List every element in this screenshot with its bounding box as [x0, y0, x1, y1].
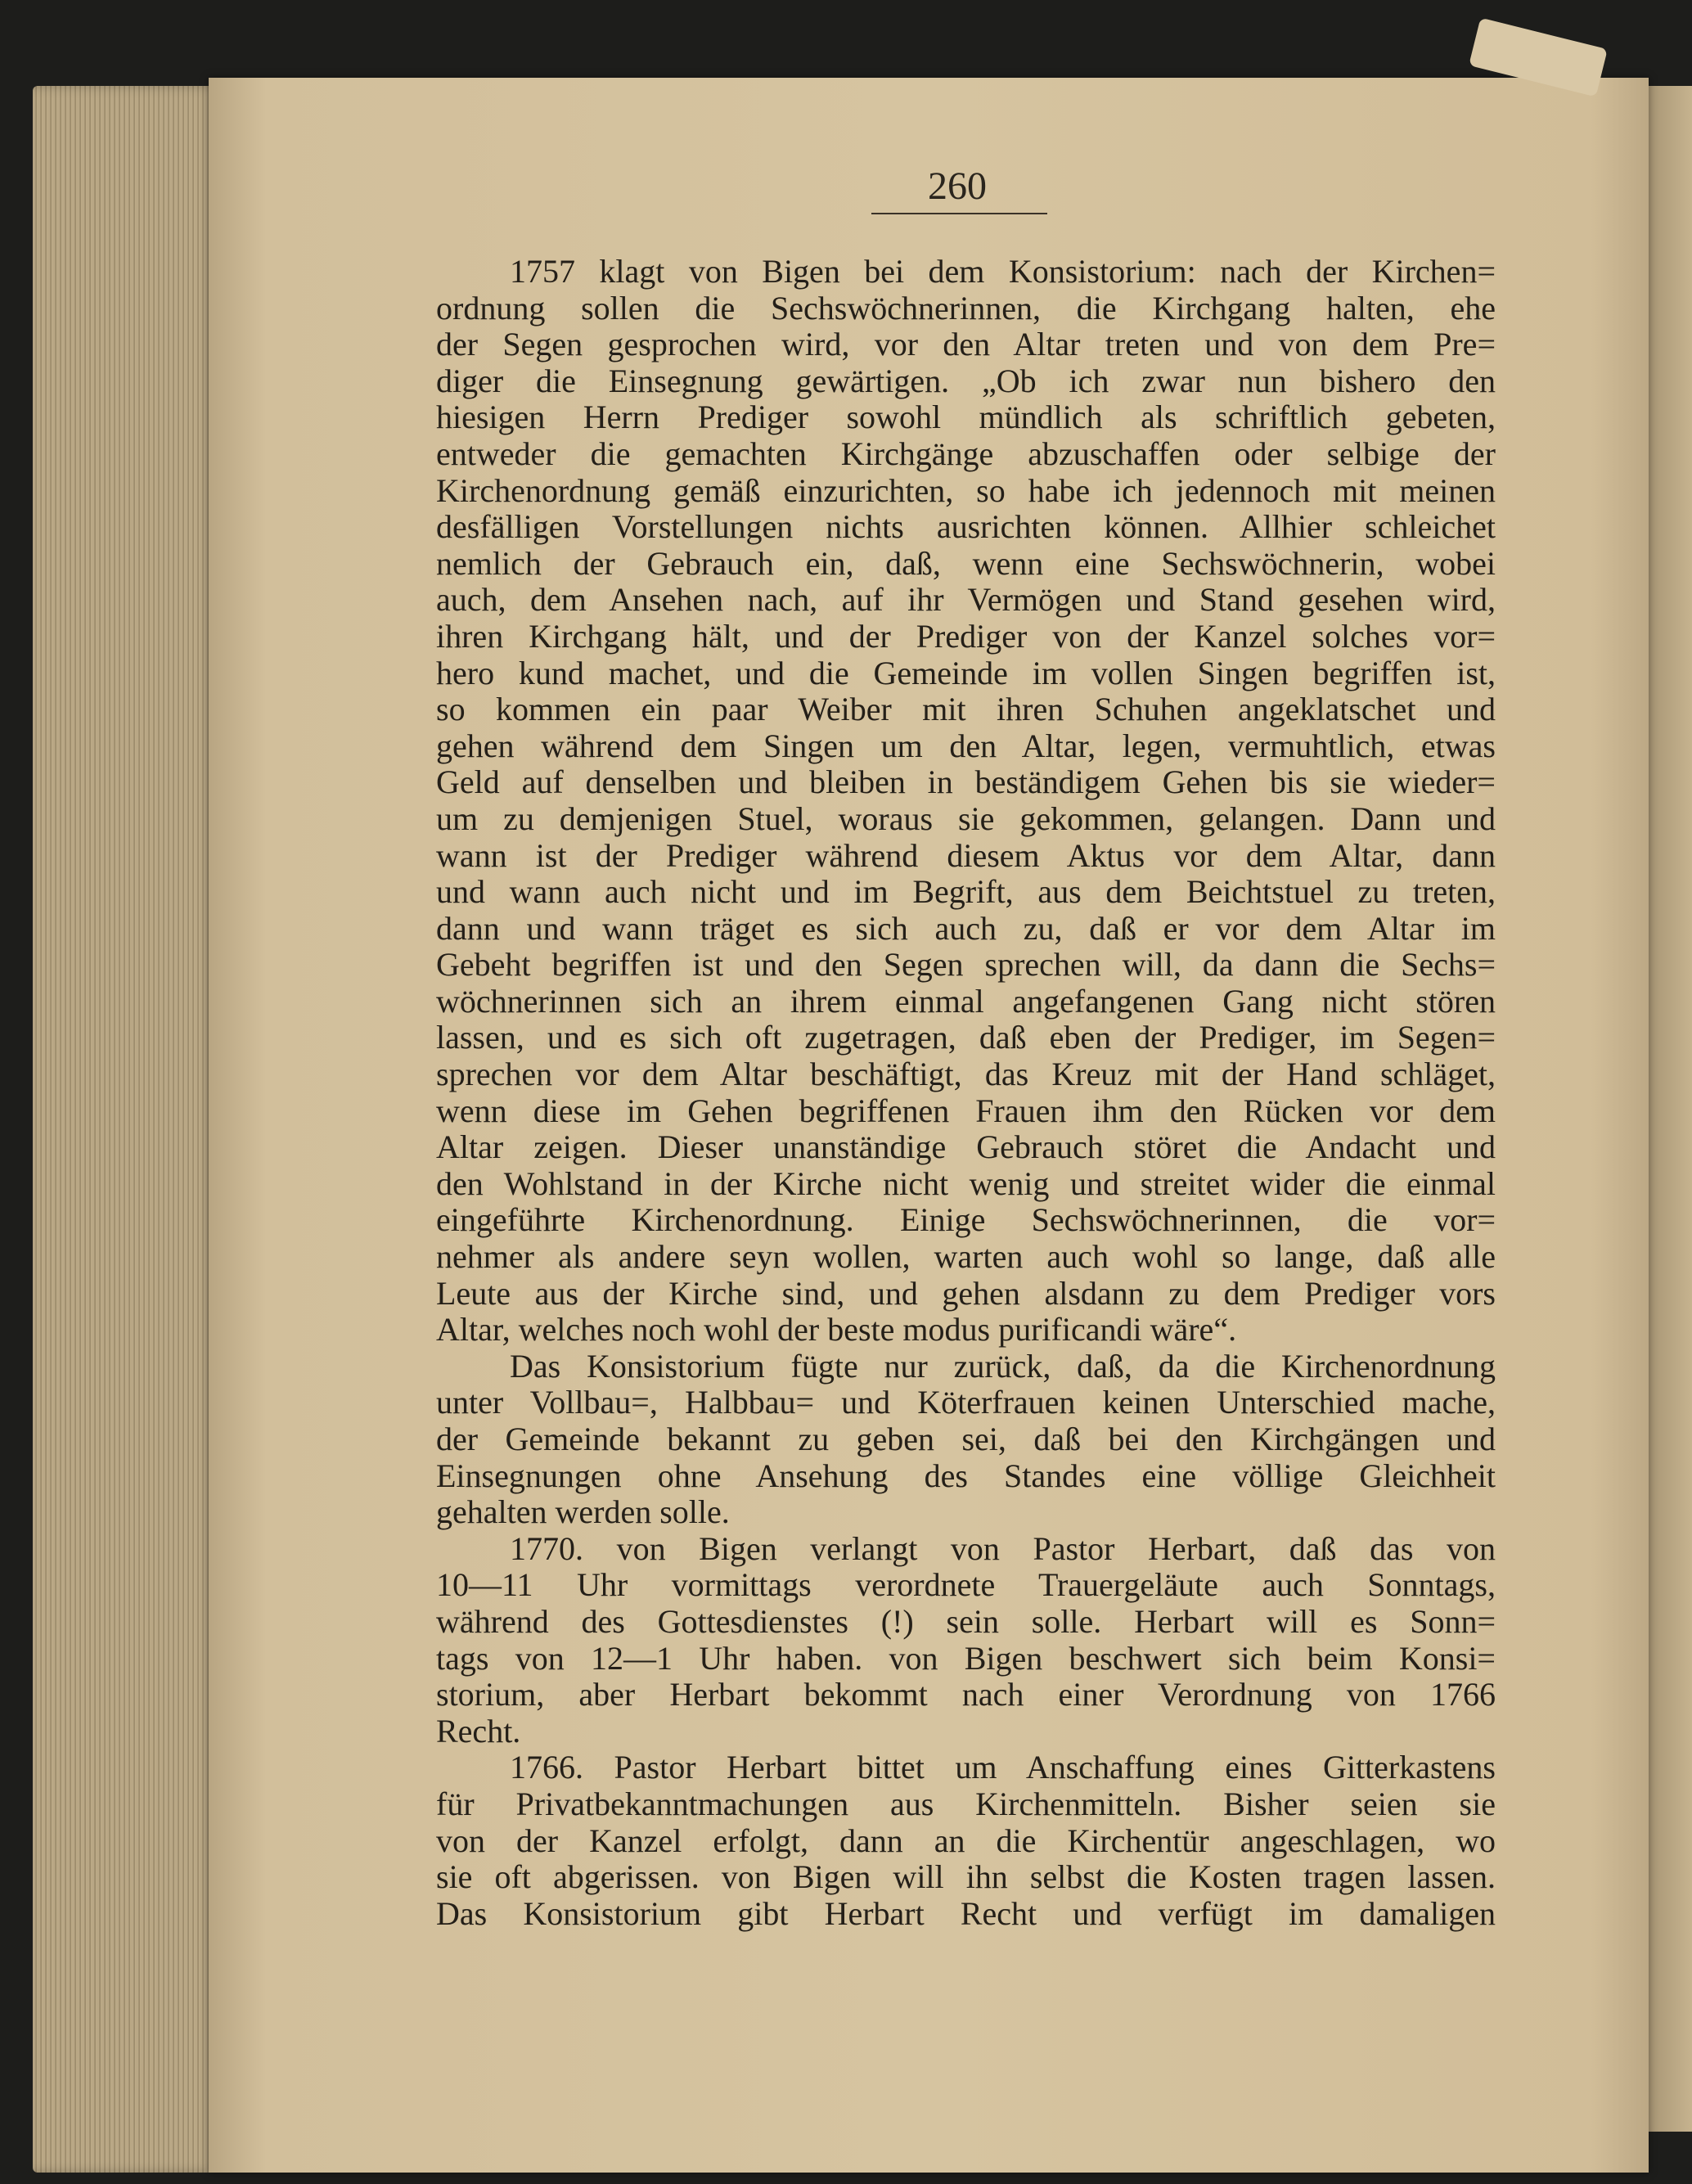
text-line: der Gemeinde bekannt zu geben sei, daß bei den Kirchgängen und — [436, 1421, 1496, 1457]
text-line: nehmer als andere seyn wollen, warten auch wohl so lange, daß alle — [436, 1238, 1496, 1276]
text-line: lassen, und es sich oft zugetragen, daß eben der Prediger, im Segen= — [436, 1019, 1496, 1056]
text-line: Kirchenordnung gemäß einzurichten, so habe ich jedennoch mit meinen — [436, 471, 1496, 509]
text-line: Geld auf denselben und bleiben in beständigem Gehen bis sie wieder= — [436, 763, 1496, 801]
text-line: sprechen vor dem Altar beschäftigt, das Kreuz mit der Hand schläget, — [436, 1056, 1496, 1093]
text-line: 1766. Pastor Herbart bittet um Anschaffung eines Gitterkastens — [510, 1749, 1496, 1786]
text-line: Gebeht begriffen ist und den Segen sprechen will, da dann die Sechs= — [436, 946, 1496, 984]
text-line: während des Gottesdienstes (!) sein solle. Herbart will es Sonn= — [436, 1602, 1496, 1640]
text-line: desfälligen Vorstellungen nichts ausrichten können. Allhier schleichet — [436, 508, 1496, 546]
text-line: und wann auch nicht und im Begrift, aus dem Beichtstuel zu treten, — [436, 873, 1496, 911]
text-line: ordnung sollen die Sechswöchnerinnen, die Kirchgang halten, ehe — [436, 289, 1496, 326]
text-line: so kommen ein paar Weiber mit ihren Schuhen angeklatschet und — [436, 691, 1496, 728]
text-line: hero kund machet, und die Gemeinde im vollen Singen begriffen ist, — [436, 654, 1496, 691]
text-line: der Segen gesprochen wird, vor den Altar treten und von dem Pre= — [436, 326, 1496, 363]
text-line: unter Vollbau=, Halbbau= und Köterfrauen keinen Unterschied mache, — [436, 1384, 1496, 1421]
text-line: nemlich der Gebrauch ein, daß, wenn eine Sechswöchnerin, wobei — [436, 544, 1496, 582]
text-line: diger die Einsegnung gewärtigen. „Ob ich zwar nun bishero den — [436, 362, 1496, 399]
text-line: um zu demjenigen Stuel, woraus sie gekommen, gelangen. Dann und — [436, 799, 1496, 837]
body-text — [436, 254, 1496, 1932]
text-line: eingeführte Kirchenordnung. Einige Sechswöchnerinnen, die vor= — [436, 1201, 1496, 1239]
page-edges — [33, 86, 221, 2173]
text-line: Einsegnungen ohne Ansehung des Standes eine völlige Gleichheit — [436, 1457, 1496, 1494]
text-line: wann ist der Prediger während diesem Aktus vor dem Altar, dann — [436, 836, 1496, 874]
text-line: wenn diese im Gehen begriffenen Frauen ihm den Rücken vor dem — [436, 1092, 1496, 1129]
text-line: dann und wann träget es sich auch zu, daß er vor dem Altar im — [436, 909, 1496, 947]
text-line: tags von 12—1 Uhr haben. von Bigen beschwert sich beim Konsi= — [436, 1639, 1496, 1677]
text-line: 1770. von Bigen verlangt von Pastor Herbart, daß das von — [510, 1529, 1496, 1567]
text-line: hiesigen Herrn Prediger sowohl mündlich als schriftlich gebeten, — [436, 399, 1496, 436]
text-line: Altar zeigen. Dieser unanständige Gebrauch störet die Andacht und — [436, 1128, 1496, 1166]
text-line: den Wohlstand in der Kirche nicht wenig und streitet wider die einmal — [436, 1164, 1496, 1202]
text-line: von der Kanzel erfolgt, dann an die Kirchentür angeschlagen, wo — [436, 1822, 1496, 1859]
text-line: für Privatbekanntmachungen aus Kirchenmitteln. Bisher seien sie — [436, 1785, 1496, 1822]
text-line: storium, aber Herbart bekommt nach einer Verordnung von 1766 — [436, 1676, 1496, 1713]
text-line: ihren Kirchgang hält, und der Prediger von der Kanzel solches vor= — [436, 617, 1496, 655]
text-line: 10—11 Uhr vormittags verordnete Trauergeläute auch Sonntags, — [436, 1566, 1496, 1604]
facing-page-edge — [1645, 86, 1692, 2132]
text-line: Recht. — [436, 1712, 521, 1749]
text-line: entweder die gemachten Kirchgänge abzuschaffen oder selbige der — [436, 435, 1496, 472]
text-line: Leute aus der Kirche sind, und gehen alsdann zu dem Prediger vors — [436, 1274, 1496, 1312]
text-line: 1757 klagt von Bigen bei dem Konsistorium: nach der Kirchen= — [510, 253, 1496, 290]
text-line: wöchnerinnen sich an ihrem einmal angefangenen Gang nicht stören — [436, 982, 1496, 1020]
text-line: gehen während dem Singen um den Altar, legen, vermuhtlich, etwas — [436, 727, 1496, 764]
text-line: Altar, welches noch wohl der beste modus purificandi wäre“. — [436, 1311, 1237, 1349]
page-number: 260 — [928, 164, 987, 208]
text-line: gehalten werden solle. — [436, 1493, 730, 1531]
text-line: Das Konsistorium fügte nur zurück, daß, da die Kirchenordnung — [510, 1347, 1496, 1385]
header-rule — [871, 213, 1047, 214]
text-line: Das Konsistorium gibt Herbart Recht und verfügt im damaligen — [436, 1894, 1496, 1932]
text-line: auch, dem Ansehen nach, auf ihr Vermögen und Stand gesehen wird, — [436, 581, 1496, 619]
text-line: sie oft abgerissen. von Bigen will ihn selbst die Kosten tragen lassen. — [436, 1858, 1496, 1896]
